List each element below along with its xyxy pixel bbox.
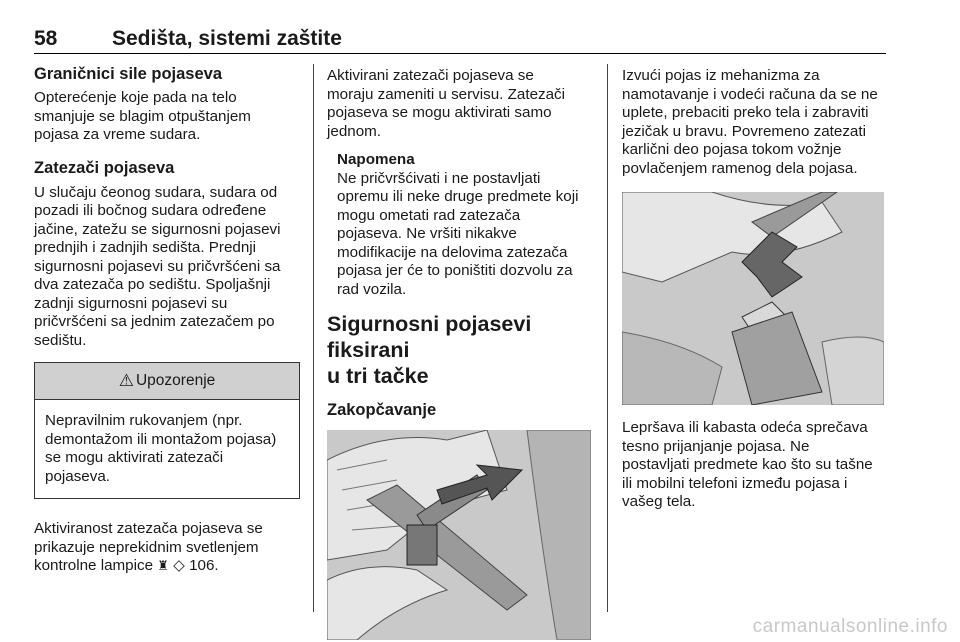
column-right <box>622 64 890 512</box>
indicator-text: Aktiviranost zatezača pojaseva se prikazuje neprekidnim svetlenjem kontrolne lampice <box>34 520 263 574</box>
page-title: Sedišta, sistemi zaštite <box>112 27 342 50</box>
illustration-fastening-belt <box>327 430 591 640</box>
note-title: Napomena <box>337 151 415 168</box>
paragraph-pretensioners: U slučaju čeonog sudara, sudara od pozadi ili bočnog sudara određene jačine, zatežu se sigurnosni pojasevi prednjih i zadnjih sedišta. Prednji sigurnosni pojasevi su pričvršćeni sa dva zatezača po sedištu. Spoljašnji zadnji sigurnosni pojasevi su pričvršćeni sa jednim zatezačem po sedištu. <box>34 183 281 349</box>
warning-header <box>35 363 299 400</box>
warning-box <box>34 362 300 499</box>
heading-pretensioners: Zatezači pojaseva <box>34 158 175 177</box>
page-header <box>34 27 886 51</box>
warning-body <box>35 400 299 498</box>
page-ref-arrow-icon: ◇ <box>173 557 185 574</box>
column-middle <box>327 64 595 640</box>
heading-three-point-belts: Sigurnosni pojasevi fiksirani u tri tačke <box>327 312 532 388</box>
note-block <box>327 151 595 299</box>
page-number: 58 <box>34 27 58 50</box>
heading-force-limiters: Graničnici sile pojaseva <box>34 65 223 83</box>
indicator-page-ref: 106. <box>189 557 219 574</box>
column-divider-2 <box>607 64 608 612</box>
illustration-buckle <box>622 192 884 405</box>
column-divider-1 <box>313 64 314 612</box>
belt-fastening-drawing <box>327 430 591 640</box>
column-left <box>34 64 302 576</box>
paragraph-clothing: Lepršava ili kabasta odeća sprečava tesno prijanjanje pojasa. Ne postavljati predmete kao što su tašne ili mobilni telefoni između pojasa i vašeg tela. <box>622 419 873 510</box>
heading-fastening: Zakopčavanje <box>327 401 437 419</box>
paragraph-indicator <box>34 520 302 576</box>
header-divider <box>34 53 886 54</box>
paragraph-force-limiters: Opterećenje koje pada na telo smanjuje se blagim otpuštanjem pojasa za vreme sudara. <box>34 89 251 143</box>
warning-triangle-icon: ⚠ <box>118 370 134 390</box>
note-text: Ne pričvršćivati i ne postavljati opremu ili neke druge predmete koji mogu ometati rad zatezača pojaseva. Ne vršiti nikakve modifikacije na delovima zatezača pojasa jer će to poništiti dozvolu za rad vozila. <box>337 169 579 298</box>
footer-watermark: carmanualsonline.info <box>752 616 948 637</box>
buckle-drawing <box>622 192 884 405</box>
warning-text: Nepravilnim rukovanjem (npr. demontažom ili montažom pojasa) se mogu aktivirati zatezači pojaseva. <box>45 412 277 485</box>
paragraph-activated: Aktivirani zatezači pojaseva se moraju zameniti u servisu. Zatezači pojaseva se mogu aktivirati samo jednom. <box>327 67 566 140</box>
seatbelt-indicator-icon: ♜ <box>157 558 169 573</box>
warning-title: Upozorenje <box>135 371 216 389</box>
paragraph-pull-belt: Izvući pojas iz mehanizma za namotavanje i vodeći računa da se ne uplete, prebaciti preko tela i zabraviti jezičak u bravu. Povremeno zatezati karlični deo pojasa tokom vožnje povlačenjem ramenog dela pojasa. <box>622 67 878 177</box>
